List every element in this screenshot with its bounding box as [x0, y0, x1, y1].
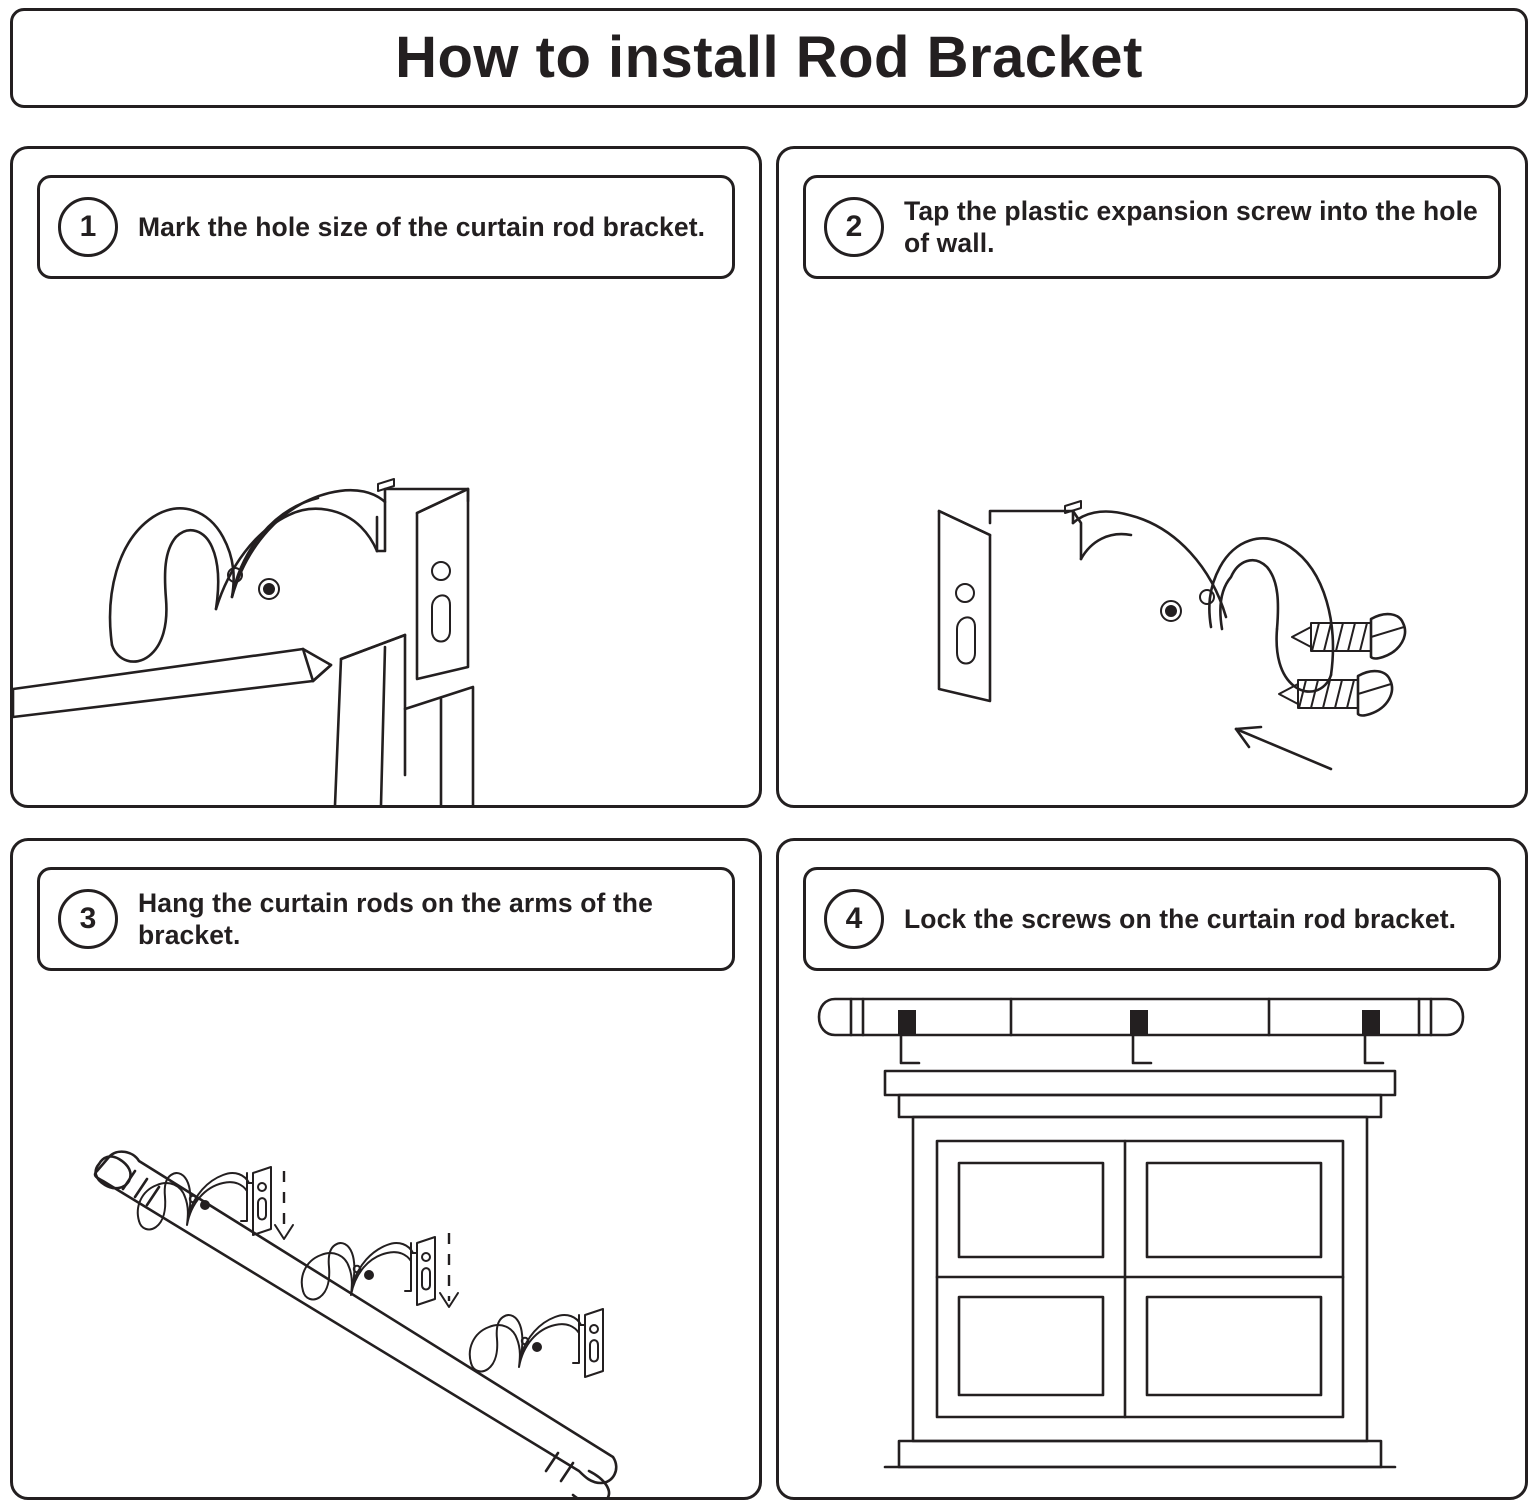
step-panel-3: [10, 838, 762, 1500]
down-arrow-1: [275, 1171, 293, 1239]
steps-grid: [10, 146, 1528, 1500]
down-arrow-2: [440, 1233, 458, 1307]
bracket-screws-drawing: [779, 279, 1525, 805]
step-caption-4: [803, 867, 1501, 971]
rod-and-brackets-drawing: [13, 971, 759, 1497]
step-illustration-4: [779, 971, 1525, 1497]
step-number-badge: 3: [58, 889, 118, 949]
step-caption-text: Lock the screws on the curtain rod bracket.: [904, 903, 1457, 934]
step-caption-2: [803, 175, 1501, 279]
step-panel-2: [776, 146, 1528, 808]
step-panel-1: [10, 146, 762, 808]
rod-bracket-right: [1363, 1011, 1383, 1063]
page-title: How to install Rod Bracket: [395, 25, 1143, 90]
title-box: [10, 8, 1528, 108]
bracket-2: [302, 1237, 435, 1305]
step-caption-text: Tap the plastic expansion screw into the hole of wall.: [904, 195, 1478, 258]
rod-bracket-left: [899, 1011, 919, 1063]
step-number-badge: 2: [824, 197, 884, 257]
step-illustration-2: [779, 279, 1525, 805]
step-caption-3: [37, 867, 735, 971]
bracket-1: [138, 1167, 271, 1235]
step-illustration-1: [13, 279, 759, 805]
screw-lower: [1279, 671, 1392, 715]
step-illustration-3: [13, 971, 759, 1497]
step-number-badge: 4: [824, 889, 884, 949]
step-caption-text: Hang the curtain rods on the arms of the bracket.: [138, 887, 653, 950]
rod-bracket-center: [1131, 1011, 1151, 1063]
step-number-badge: 1: [58, 197, 118, 257]
curtain-rod: [95, 1152, 616, 1497]
bracket-3: [470, 1309, 603, 1377]
step-caption-text: Mark the hole size of the curtain rod bracket.: [138, 211, 706, 242]
bracket-pencil-wall-drawing: [13, 279, 759, 805]
step-caption-1: [37, 175, 735, 279]
direction-arrow: [1236, 727, 1331, 769]
window: [885, 1071, 1395, 1467]
installed-rod-over-window-drawing: [779, 971, 1525, 1497]
screw-upper: [1292, 614, 1405, 658]
step-panel-4: [776, 838, 1528, 1500]
